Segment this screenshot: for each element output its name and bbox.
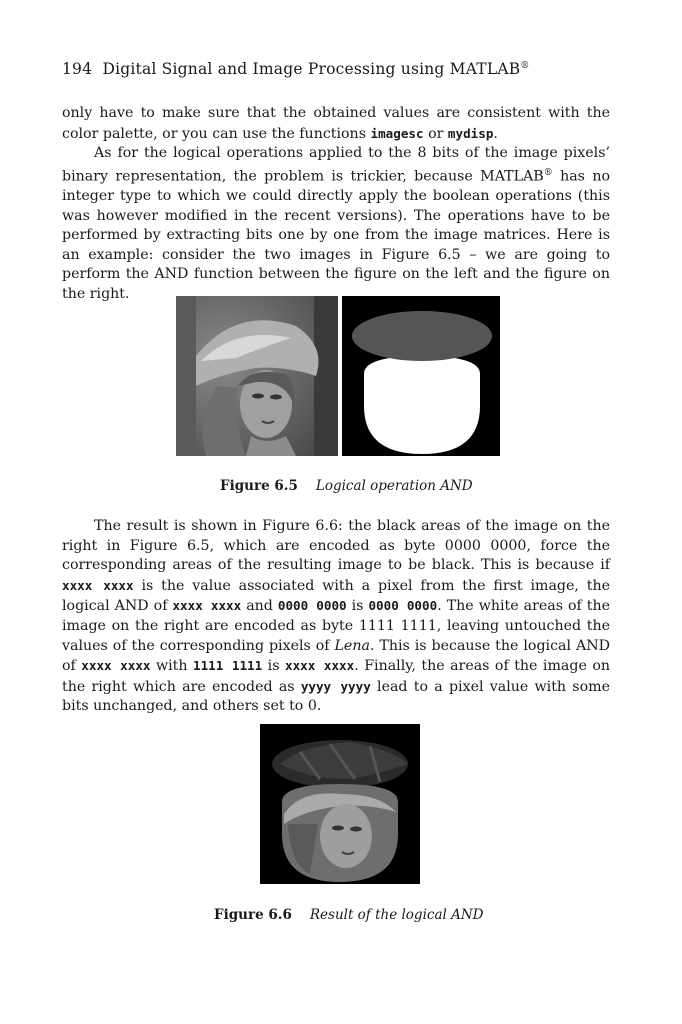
code-mydisp: mydisp (447, 125, 494, 141)
figure-caption: Logical operation AND (315, 478, 473, 494)
registered-mark: ® (520, 60, 530, 71)
body-text-bottom (62, 517, 610, 717)
figure-caption: Result of the logical AND (309, 907, 484, 923)
code-imagesc: imagesc (370, 125, 424, 141)
running-header (62, 60, 530, 78)
figure-6-5-caption (220, 478, 473, 494)
paragraph-3: The result is shown in Figure 6.6: the black areas of the image on the right in Figure 6.5, which are encoded as byte 0000 0000, force the corresponding areas of the resulting image to be black. This is because if xxxx xxxx is the value associated with a pixel from the first image, the logical AND of xxxx xxxx and 0000 0000 is 0000 0000. The white areas of the image on the right are encoded as byte 1111 1111, leaving untouched the values of the corresponding pixels of Lena. This is because the logical AND of xxxx xxxx with 1111 1111 is xxxx xxxx. Finally, the areas of the image on the right which are encoded as yyyy yyyy lead to a pixel value with some bits unchanged, and others set to 0. (62, 518, 611, 715)
registered-mark: ® (543, 167, 553, 178)
figure-6-6-caption (214, 907, 484, 923)
figure-label: Figure 6.6 (214, 907, 292, 923)
paragraph-2: As for the logical operations applied to the 8 bits of the image pixels’ binary representation, the problem is trickier, because MATLAB® has no integer type to which we could directly apply the boolean operations (this was however modified in the recent versions). The operations have to be performed by extracting bits one by one from the image matrices. Here is an example: consider the two images in Figure 6.5 – we are going to perform the AND function between the figure on the left and the figure on the right. (62, 145, 610, 303)
book-title: Digital Signal and Image Processing using MATLAB (102, 60, 521, 78)
body-text-top (62, 104, 610, 305)
figure-mask-image (342, 296, 500, 456)
figure-lena-image (176, 296, 338, 456)
paragraph-1: only have to make sure that the obtained values are consistent with the color palette, or you can use the functions imagesc or mydisp. (62, 105, 610, 142)
figure-result-image (260, 724, 420, 884)
page-number: 194 (62, 60, 93, 78)
figure-label: Figure 6.5 (220, 478, 298, 494)
